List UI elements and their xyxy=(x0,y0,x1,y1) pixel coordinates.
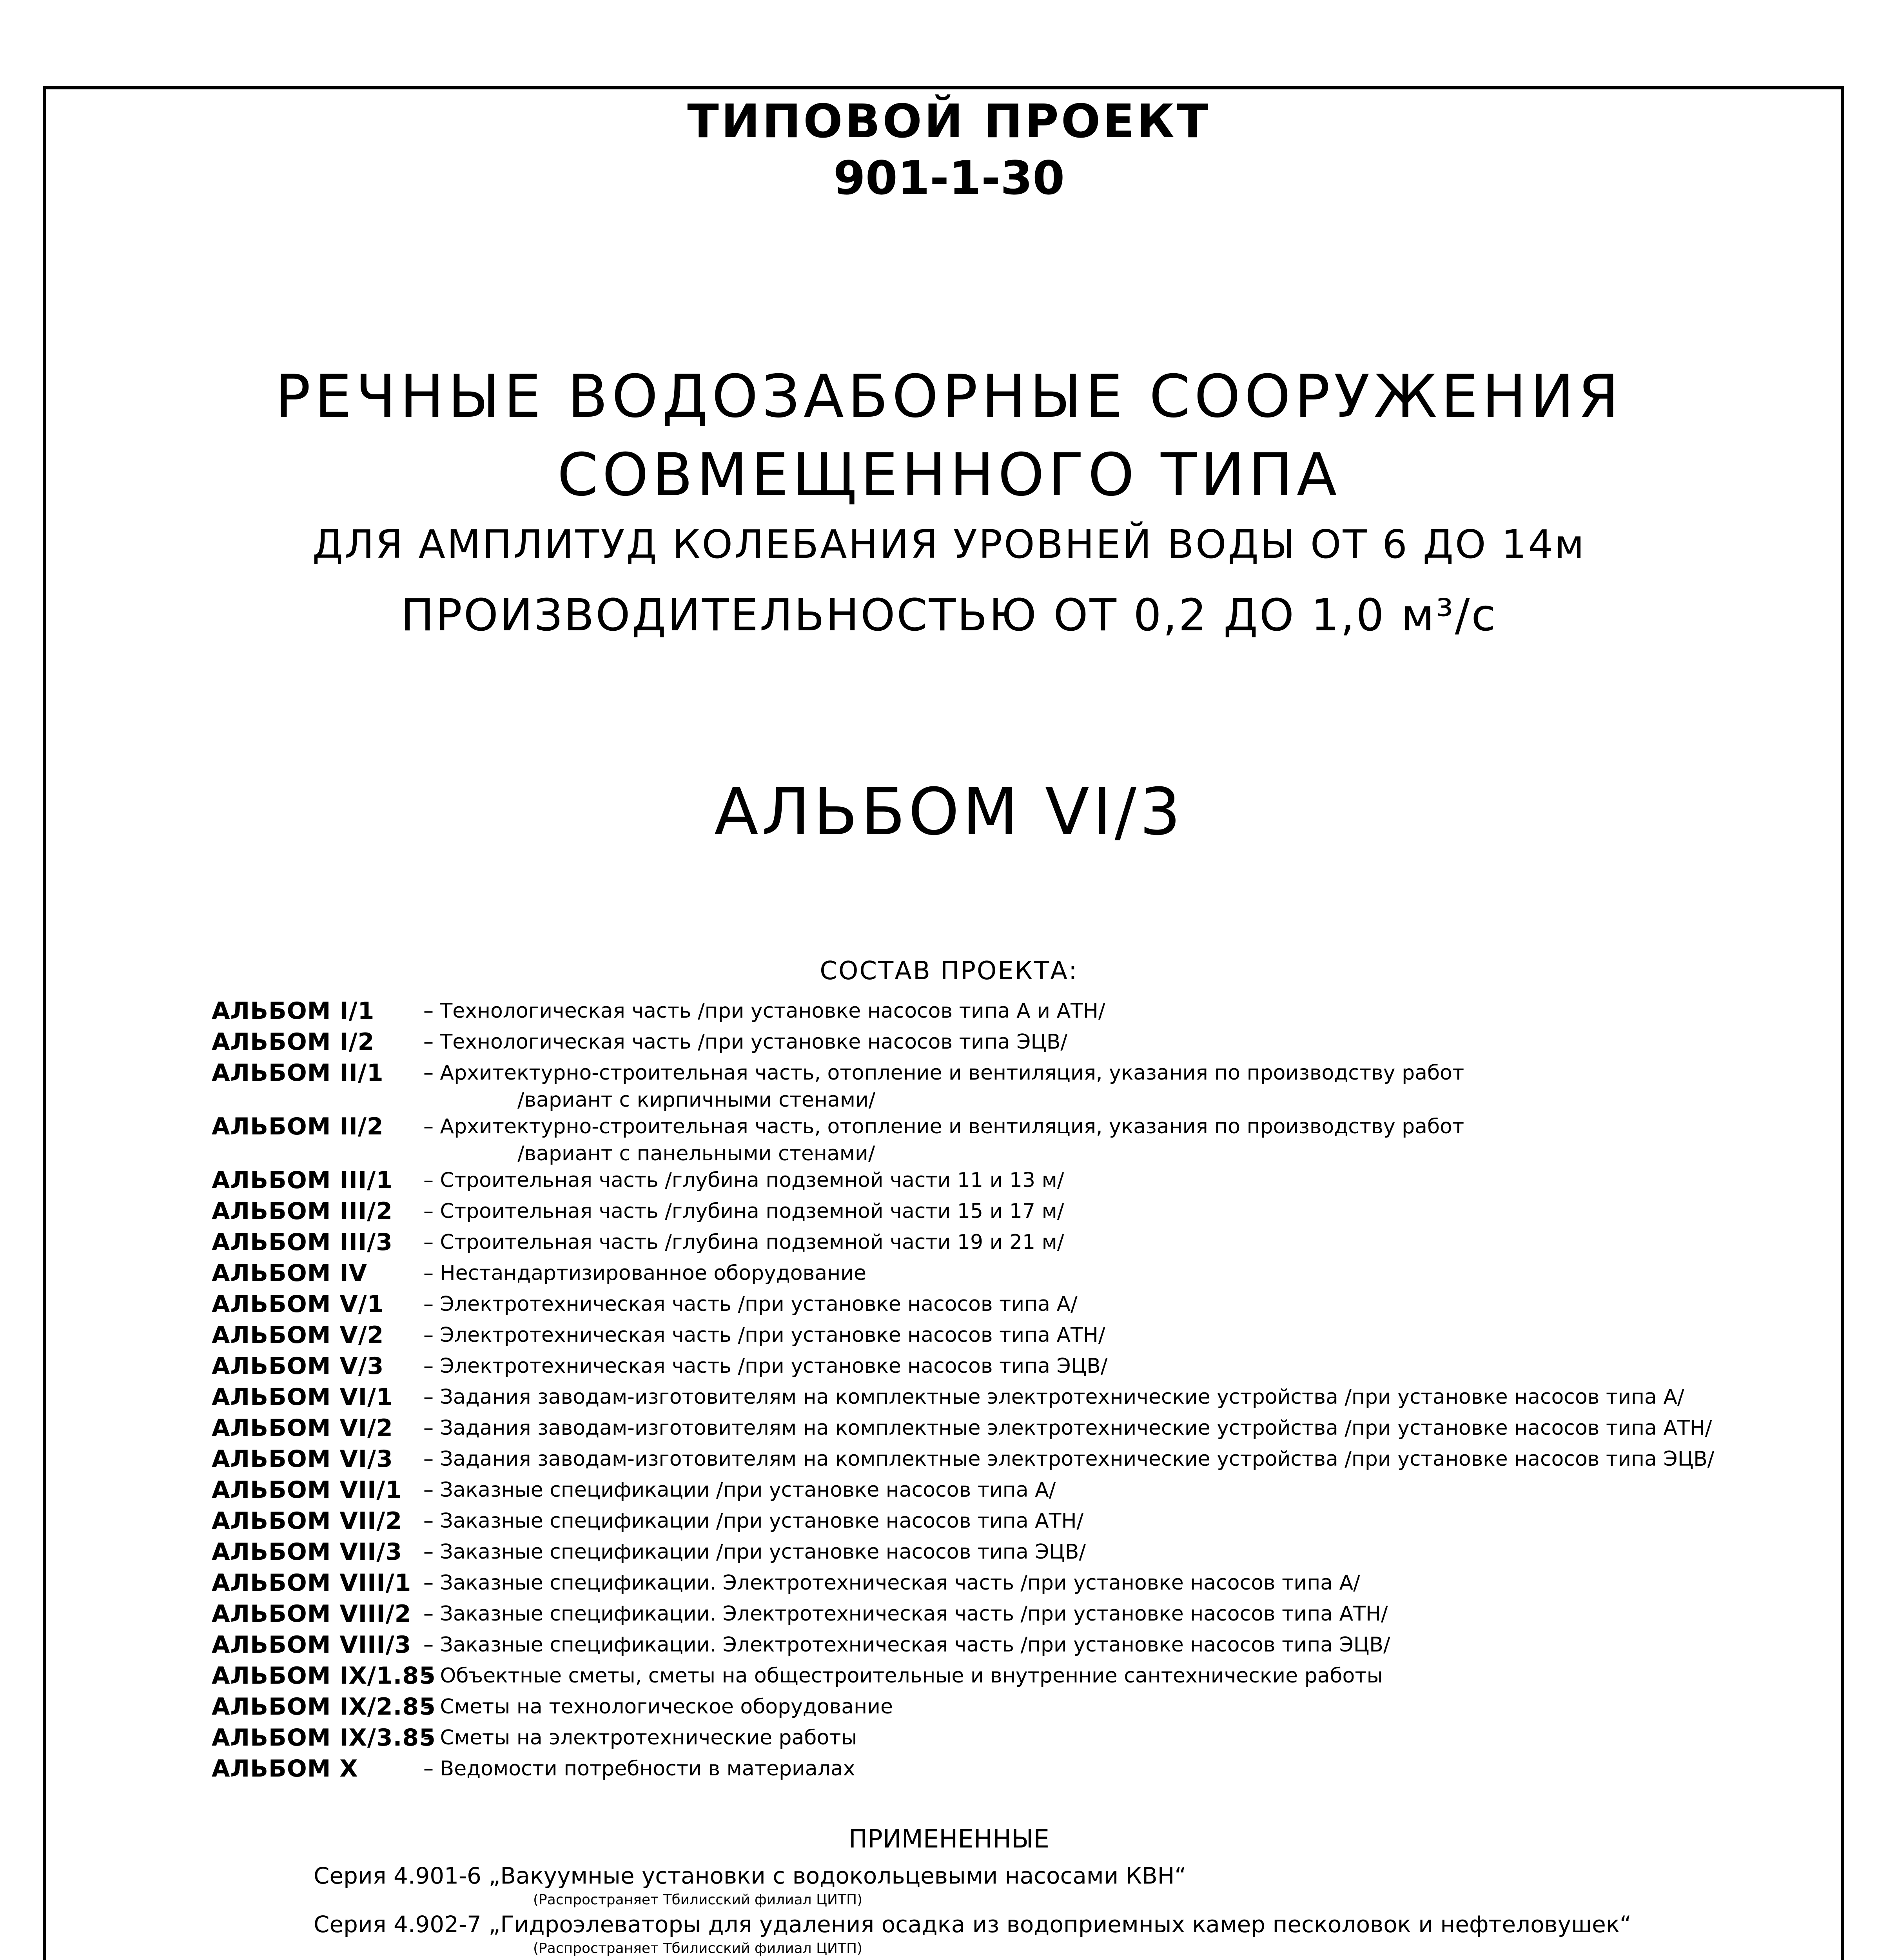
contents-item xyxy=(212,1568,1819,1599)
album-description: – Сметы на технологическое оборудование xyxy=(423,1695,893,1719)
project-code: 901-1-30 xyxy=(833,151,1065,205)
title-line-1: РЕЧНЫЕ ВОДОЗАБОРНЫЕ СООРУЖЕНИЯ xyxy=(275,363,1623,431)
album-description: – Заказные спецификации. Электротехническая часть /при установке насосов типа А/ xyxy=(423,1571,1360,1595)
album-description: – Заказные спецификации. Электротехническая часть /при установке насосов типа ЭЦВ/ xyxy=(423,1633,1390,1657)
contents-item xyxy=(212,1165,1819,1196)
album-name: АЛЬБОМ V/3 xyxy=(212,1352,384,1380)
album-name: АЛЬБОМ VI/3 xyxy=(212,1445,393,1473)
album-name: АЛЬБОМ IV xyxy=(212,1259,368,1287)
contents-item xyxy=(212,1661,1819,1691)
album-description: – Электротехническая часть /при установке насосов типа А/ xyxy=(423,1292,1078,1316)
contents-item xyxy=(212,1691,1819,1722)
contents-list xyxy=(212,996,1819,1784)
album-name: АЛЬБОМ III/3 xyxy=(212,1229,393,1256)
album-description: – Заказные спецификации /при установке насосов типа ЭЦВ/ xyxy=(423,1540,1086,1564)
contents-item xyxy=(212,1506,1819,1537)
album-name: АЛЬБОМ VIII/3 xyxy=(212,1631,412,1659)
contents-item xyxy=(212,996,1819,1027)
album-description: – Задания заводам-изготовителям на комплектные электротехнические устройства /при установке насосов типа АТН/ xyxy=(423,1416,1712,1440)
album-name: АЛЬБОМ VIII/1 xyxy=(212,1569,412,1597)
contents-item xyxy=(212,1351,1819,1382)
album-name: АЛЬБОМ III/1 xyxy=(212,1167,393,1194)
album-description: – Заказные спецификации /при установке насосов типа А/ xyxy=(423,1478,1056,1502)
album-description-continuation: /вариант с кирпичными стенами/ xyxy=(517,1088,876,1112)
album-number: АЛЬБОМ VI/3 xyxy=(714,774,1184,849)
album-description: – Заказные спецификации /при установке насосов типа АТН/ xyxy=(423,1509,1084,1533)
contents-item xyxy=(212,1599,1819,1630)
album-name: АЛЬБОМ I/1 xyxy=(212,997,375,1025)
album-description: – Технологическая часть /при установке насосов типа ЭЦВ/ xyxy=(423,1030,1068,1054)
album-name: АЛЬБОМ IX/1.85 xyxy=(212,1662,436,1690)
contents-item xyxy=(212,1027,1819,1058)
applied-series-list xyxy=(314,1860,1764,1960)
album-description: – Заказные спецификации. Электротехническая часть /при установке насосов типа АТН/ xyxy=(423,1602,1388,1626)
contents-item-continuation xyxy=(212,1089,1819,1111)
album-name: АЛЬБОМ IX/3.85 xyxy=(212,1724,436,1751)
album-name: АЛЬБОМ VIII/2 xyxy=(212,1600,412,1628)
album-description: – Архитектурно-строительная часть, отопление и вентиляция, указания по производству работ xyxy=(423,1061,1464,1085)
series-note: (Распространяет Тбилисский филиал ЦИТП) xyxy=(533,1892,863,1908)
album-name: АЛЬБОМ VII/3 xyxy=(212,1538,403,1566)
album-name: АЛЬБОМ I/2 xyxy=(212,1028,375,1056)
contents-item xyxy=(212,1753,1819,1784)
album-name: АЛЬБОМ III/2 xyxy=(212,1198,393,1225)
album-description: – Технологическая часть /при установке насосов типа А и АТН/ xyxy=(423,999,1105,1023)
album-name: АЛЬБОМ V/1 xyxy=(212,1290,384,1318)
album-description: – Нестандартизированное оборудование xyxy=(423,1261,866,1285)
album-name: АЛЬБОМ II/1 xyxy=(212,1059,384,1087)
contents-item xyxy=(212,1722,1819,1753)
project-type: ТИПОВОЙ ПРОЕКТ xyxy=(687,94,1211,148)
album-description: – Строительная часть /глубина подземной части 11 и 13 м/ xyxy=(423,1169,1064,1192)
album-description: – Электротехническая часть /при установке насосов типа ЭЦВ/ xyxy=(423,1354,1108,1378)
contents-item xyxy=(212,1537,1819,1568)
album-description: – Ведомости потребности в материалах xyxy=(423,1757,855,1780)
title-line-4: ПРОИЗВОДИТЕЛЬНОСТЬЮ ОТ 0,2 ДО 1,0 м³/с xyxy=(401,590,1497,641)
album-name: АЛЬБОМ VI/2 xyxy=(212,1414,393,1442)
contents-item xyxy=(212,1444,1819,1475)
contents-item xyxy=(212,1413,1819,1444)
series-item: Серия 4.902-7 „Гидроэлеваторы для удаления осадка из водоприемных камер песколовок и нефтеловушек“ xyxy=(314,1911,1631,1938)
title-line-3: ДЛЯ АМПЛИТУД КОЛЕБАНИЯ УРОВНЕЙ ВОДЫ ОТ 6 ДО 14м xyxy=(312,521,1586,567)
album-name: АЛЬБОМ II/2 xyxy=(212,1113,384,1140)
contents-item xyxy=(212,1630,1819,1661)
album-description: – Задания заводам-изготовителям на комплектные электротехнические устройства /при установке насосов типа ЭЦВ/ xyxy=(423,1447,1715,1471)
series-item: Серия 4.901-6 „Вакуумные установки с водокольцевыми насосами КВН“ xyxy=(314,1862,1187,1889)
contents-title: СОСТАВ ПРОЕКТА: xyxy=(820,956,1078,985)
album-name: АЛЬБОМ VI/1 xyxy=(212,1383,393,1411)
contents-item xyxy=(212,1196,1819,1227)
contents-item xyxy=(212,1058,1819,1089)
album-name: АЛЬБОМ X xyxy=(212,1755,358,1782)
album-name: АЛЬБОМ V/2 xyxy=(212,1321,384,1349)
album-description: – Объектные сметы, сметы на общестроительные и внутренние сантехнические работы xyxy=(423,1664,1383,1688)
contents-item xyxy=(212,1382,1819,1413)
contents-item xyxy=(212,1289,1819,1320)
album-description: – Архитектурно-строительная часть, отопление и вентиляция, указания по производству работ xyxy=(423,1115,1464,1138)
album-description: – Строительная часть /глубина подземной части 15 и 17 м/ xyxy=(423,1200,1064,1223)
contents-item xyxy=(212,1475,1819,1506)
album-description: – Электротехническая часть /при установке насосов типа АТН/ xyxy=(423,1323,1105,1347)
contents-item xyxy=(212,1111,1819,1142)
album-description: – Сметы на электротехнические работы xyxy=(423,1726,857,1749)
contents-item xyxy=(212,1227,1819,1258)
applied-title: ПРИМЕНЕННЫЕ xyxy=(849,1825,1049,1854)
album-name: АЛЬБОМ VII/2 xyxy=(212,1507,403,1535)
album-description-continuation: /вариант с панельными стенами/ xyxy=(517,1142,875,1165)
contents-item xyxy=(212,1258,1819,1289)
album-name: АЛЬБОМ IX/2.85 xyxy=(212,1693,436,1720)
series-item xyxy=(314,1957,1764,1960)
album-name: АЛЬБОМ VII/1 xyxy=(212,1476,403,1504)
series-note: (Распространяет Тбилисский филиал ЦИТП) xyxy=(533,1940,863,1956)
contents-item xyxy=(212,1320,1819,1351)
title-line-2: СОВМЕЩЕННОГО ТИПА xyxy=(557,441,1341,509)
album-description: – Строительная часть /глубина подземной части 19 и 21 м/ xyxy=(423,1230,1064,1254)
contents-item-continuation xyxy=(212,1142,1819,1165)
album-description: – Задания заводам-изготовителям на комплектные электротехнические устройства /при установке насосов типа А/ xyxy=(423,1385,1684,1409)
